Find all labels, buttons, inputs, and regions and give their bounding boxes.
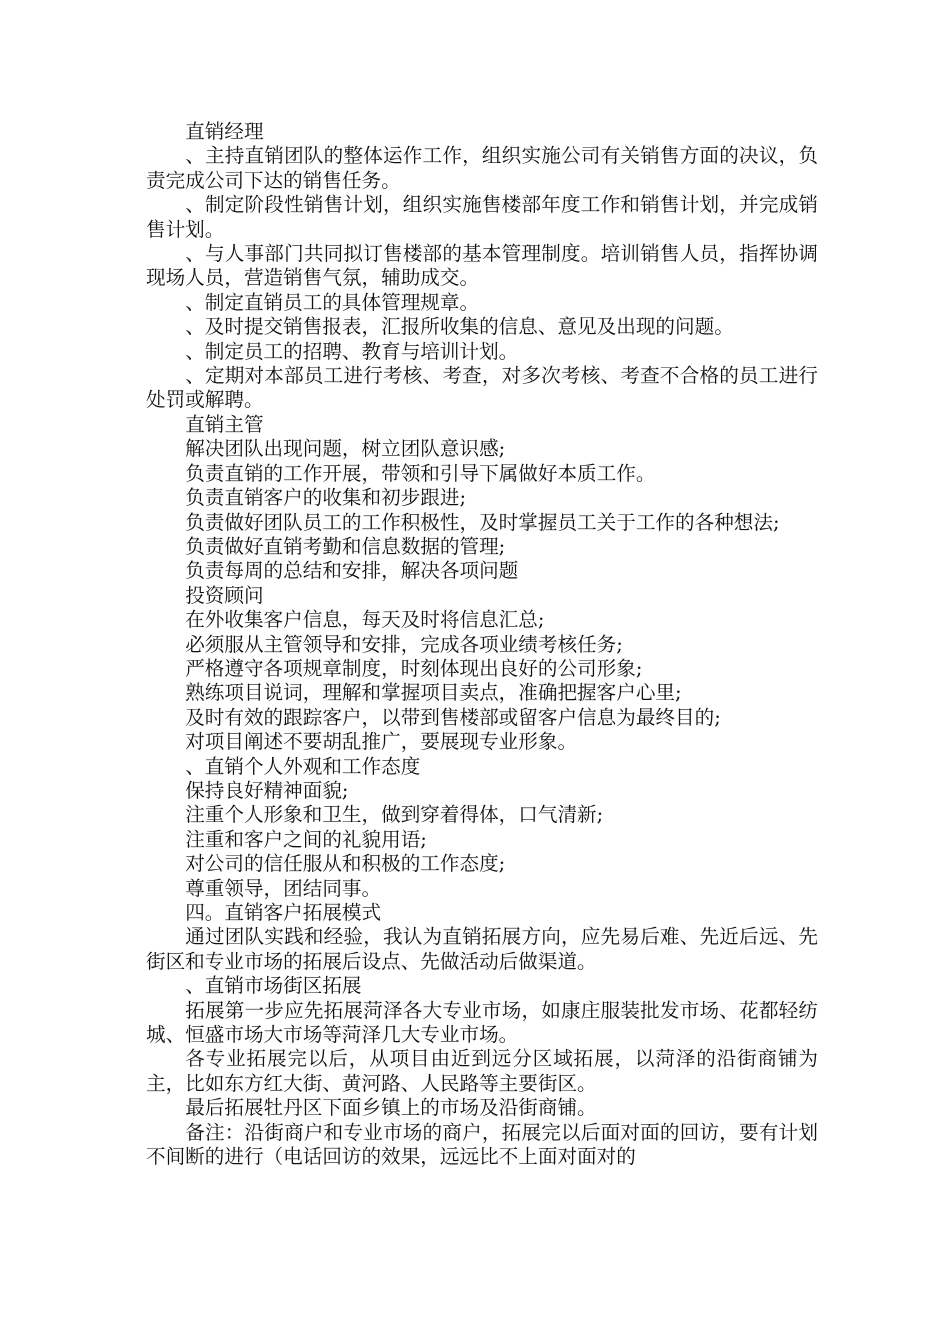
paragraph: 在外收集客户信息，每天及时将信息汇总; [185,608,545,632]
paragraph: 最后拓展牡丹区下面乡镇上的市场及沿街商铺。 [185,1096,597,1120]
paragraph: 负责做好团队员工的工作积极性，及时掌握员工关于工作的各种想法; [185,510,780,534]
paragraph: 通过团队实践和经验，我认为直销拓展方向，应先易后难、先近后远、先街区和专业市场的拓展后设点、先做活动后做渠道。 [146,925,818,973]
document-page [146,120,818,1169]
paragraph: 、制定员工的招聘、教育与培训计划。 [185,339,519,363]
heading-market-street-expansion: 、直销市场街区拓展 [185,974,362,998]
paragraph: 注重和客户之间的礼貌用语; [185,827,427,851]
paragraph: 负责直销客户的收集和初步跟进; [185,486,467,510]
paragraph-note: 备注：沿街商户和专业市场的商户，拓展完以后面对面的回访，要有计划不间断的进行（电话回访的效果，远远比不上面对面对的 [146,1120,818,1169]
paragraph: 、制定阶段性销售计划，组织实施售楼部年度工作和销售计划，并完成销售计划。 [146,193,818,241]
paragraph: 负责直销的工作开展，带领和引导下属做好本质工作。 [185,461,656,485]
heading-appearance-attitude: 、直销个人外观和工作态度 [185,754,421,778]
heading-investment-consultant: 投资顾问 [185,583,264,607]
paragraph: 及时有效的跟踪客户，以带到售楼部或留客户信息为最终目的; [185,705,721,729]
paragraph: 熟练项目说词，理解和掌握项目卖点，准确把握客户心里; [185,681,682,705]
paragraph: 对公司的信任服从和积极的工作态度; [185,852,506,876]
paragraph: 、制定直销员工的具体管理规章。 [185,290,480,314]
paragraph: 注重个人形象和卫生，做到穿着得体，口气清新; [185,803,604,827]
paragraph: 、与人事部门共同拟订售楼部的基本管理制度。培训销售人员，指挥协调现场人员，营造销售气氛，辅助成交。 [146,242,818,290]
paragraph: 必须服从主管领导和安排，完成各项业绩考核任务; [185,632,623,656]
heading-direct-sales-supervisor: 直销主管 [185,412,264,436]
paragraph: 负责每周的总结和安排，解决各项问题 [185,559,519,583]
paragraph: 严格遵守各项规章制度，时刻体现出良好的公司形象; [185,656,643,680]
paragraph: 各专业拓展完以后，从项目由近到远分区域拓展，以菏泽的沿街商铺为主，比如东方红大街、黄河路、人民路等主要街区。 [146,1047,818,1095]
paragraph: 解决团队出现问题，树立团队意识感; [185,437,506,461]
heading-direct-sales-manager: 直销经理 [185,120,264,143]
paragraph: 拓展第一步应先拓展菏泽各大专业市场，如康庄服装批发市场、花都轻纺城、恒盛市场大市场等菏泽几大专业市场。 [146,998,818,1047]
paragraph: 尊重领导，团结同事。 [185,876,382,900]
heading-customer-expansion: 四。直销客户拓展模式 [185,901,382,924]
paragraph: 、及时提交销售报表，汇报所收集的信息、意见及出现的问题。 [185,315,734,339]
paragraph: 保持良好精神面貌; [185,778,349,802]
paragraph: 、主持直销团队的整体运作工作，组织实施公司有关销售方面的决议，负责完成公司下达的销售任务。 [146,144,818,192]
paragraph: 对项目阐述不要胡乱推广，要展现专业形象。 [185,730,578,754]
paragraph: 负责做好直销考勤和信息数据的管理; [185,534,506,558]
paragraph: 、定期对本部员工进行考核、考查，对多次考核、考查不合格的员工进行处罚或解聘。 [146,364,818,412]
